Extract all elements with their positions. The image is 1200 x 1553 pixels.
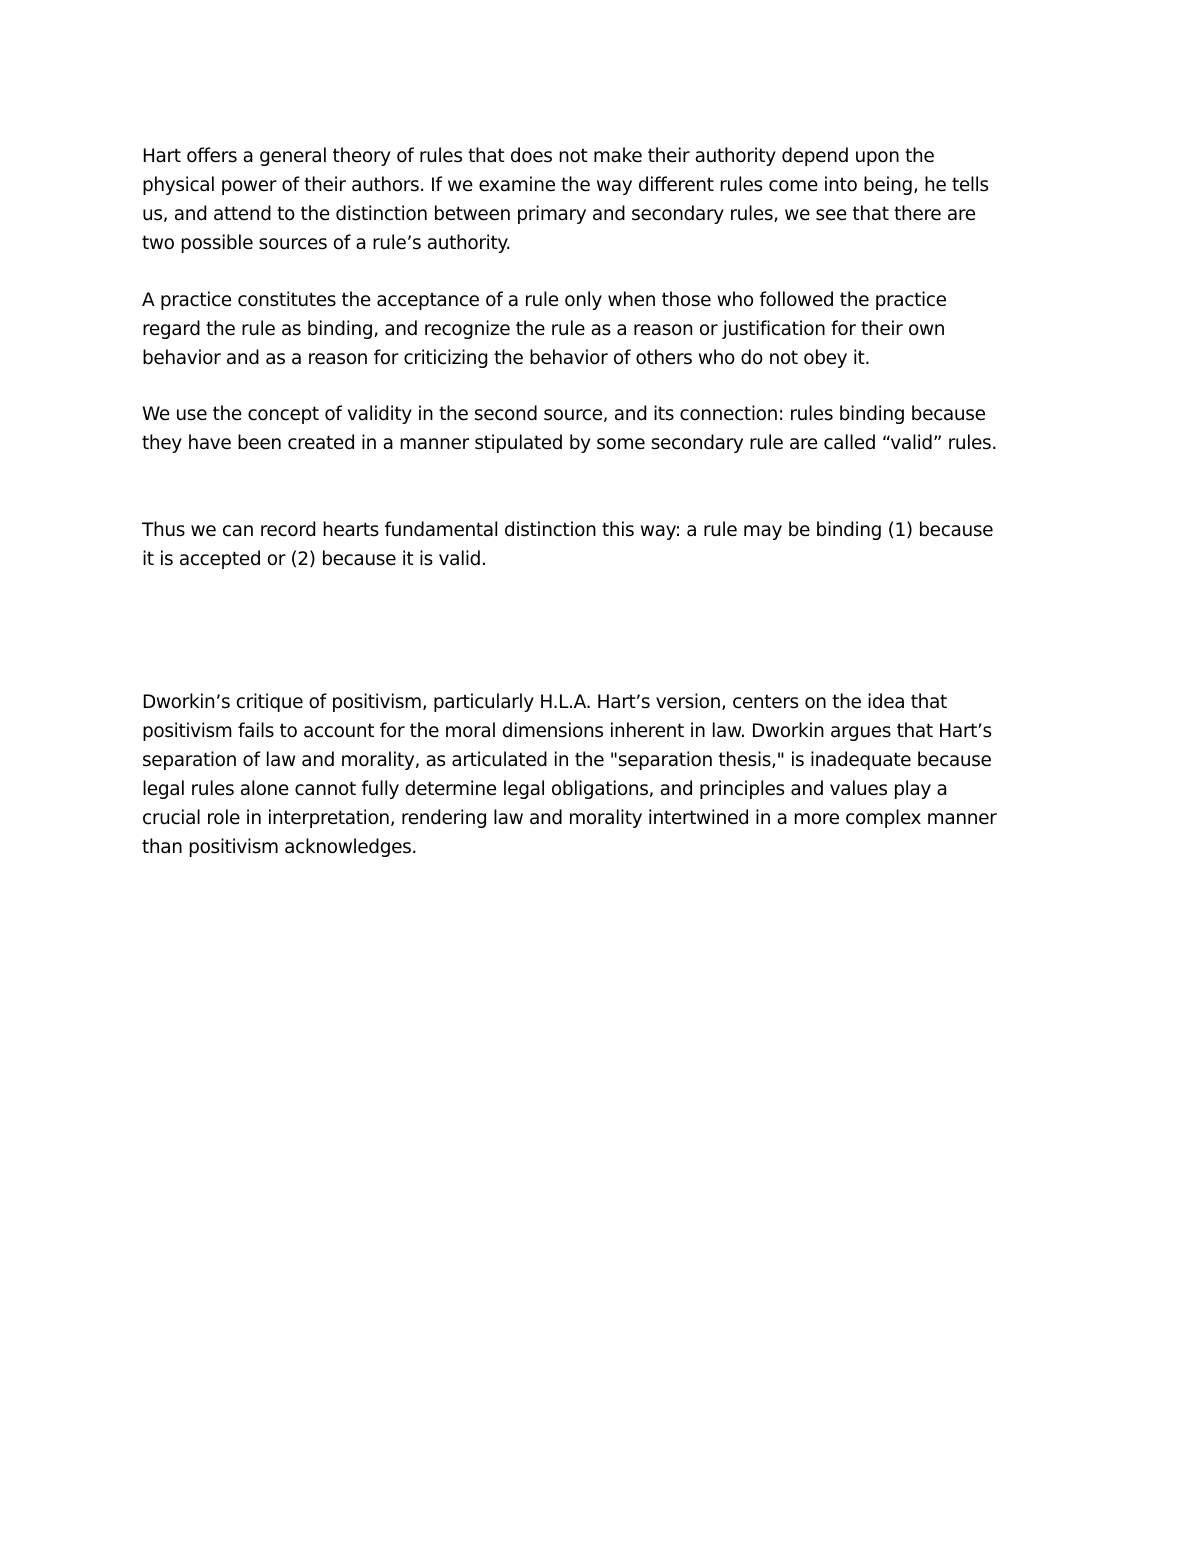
paragraph-hart-theory: Hart offers a general theory of rules that does not make their authority depend upon the physical power of their authors. If we examine the way different rules come into being, he tells us, and attend to the distinction between primary and secondary rules, we see that there are two possible sources of a rule’s authority. xyxy=(142,146,989,254)
paragraph-dworkin-critique: Dworkin’s critique of positivism, particularly H.L.A. Hart’s version, centers on the idea that positivism fails to account for the moral dimensions inherent in law. Dworkin argues that Hart’s separation of law and morality, as articulated in the "separation thesis," is inadequate because legal rules alone cannot fully determine legal obligations, and principles and values play a crucial role in interpretation, rendering law and morality intertwined in a more complex manner than positivism acknowledges. xyxy=(142,692,997,858)
paragraph-practice-acceptance: A practice constitutes the acceptance of a rule only when those who followed the practice regard the rule as binding, and recognize the rule as a reason or justification for their own behavior and as a reason for criticizing the behavior of others who do not obey it. xyxy=(142,290,947,369)
paragraph-fundamental-distinction: Thus we can record hearts fundamental distinction this way: a rule may be binding (1) because it is accepted or (2) because it is valid. xyxy=(142,520,994,570)
paragraph-validity: We use the concept of validity in the second source, and its connection: rules binding because they have been created in a manner stipulated by some secondary rule are called “valid” rules. xyxy=(142,404,997,454)
